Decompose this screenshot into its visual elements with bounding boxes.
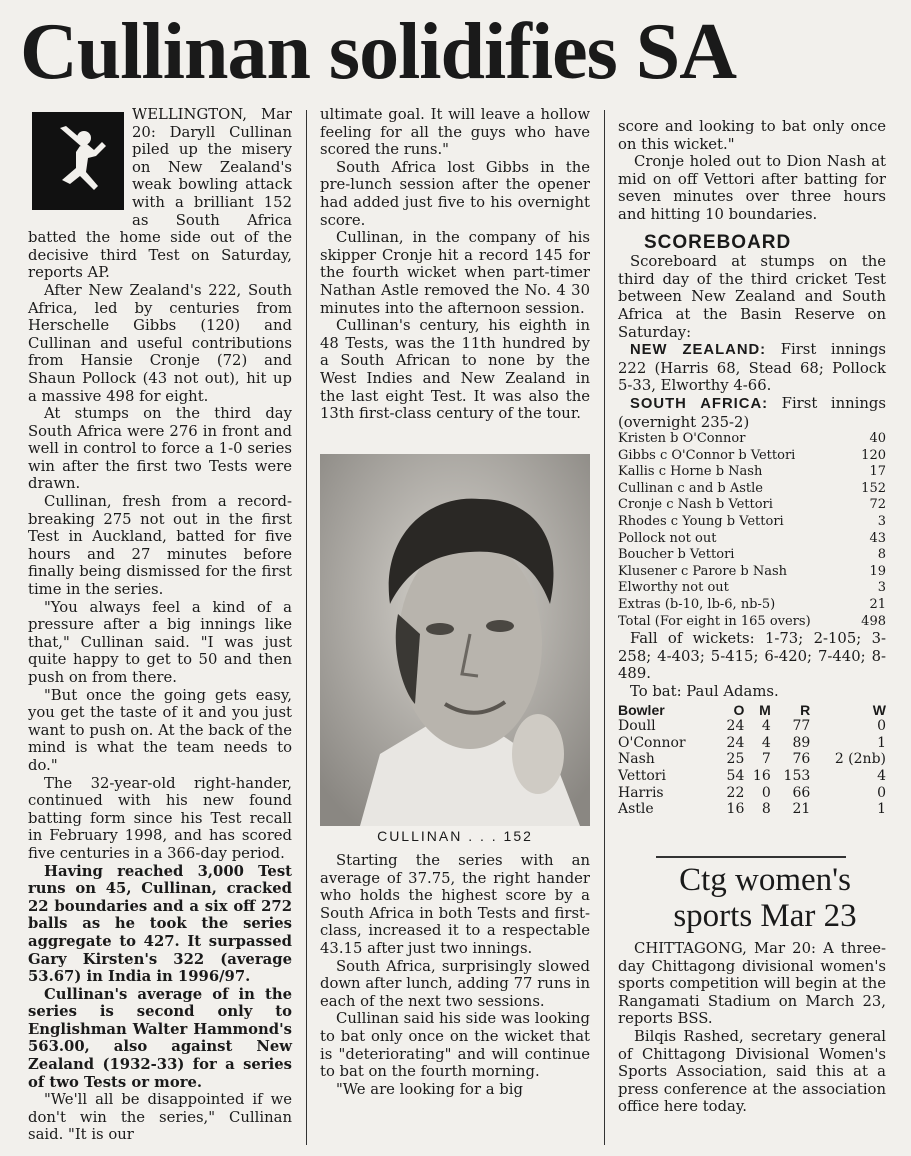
paragraph: Cullinan, in the company of his skipper Cronje hit a record 145 for the fourth wicket when part-timer Nathan Astle removed the No. 4 30 minutes into the afternoon session. xyxy=(320,229,590,317)
bowling-bowler: Doull xyxy=(618,718,656,735)
paragraph: "You always feel a kind of a pressure after a big innings like that," Cullinan said. "I was just quite happy to get to 50 and then push on from there. xyxy=(28,598,292,686)
paragraph: score and looking to bat only once on this wicket." xyxy=(618,118,886,153)
batting-row xyxy=(618,580,886,597)
batsman-name: Kristen b O'Connor xyxy=(618,431,746,447)
bowling-r: 77 xyxy=(792,718,811,735)
bowling-bowler: Harris xyxy=(618,784,664,801)
paragraph: Cullinan's century, his eighth in 48 Tests, was the 11th hundred by a South African to none by the West Indies and New Zealand in the last eight Test. It was also the 13th first-class century of the tour. xyxy=(320,317,590,423)
bowling-header: W xyxy=(872,701,886,718)
batsman-runs: 8 xyxy=(877,547,886,563)
scoreboard-intro: Scoreboard at stumps on the third day of the third cricket Test between New Zealand and South Africa at the Basin Reserve on Saturday: xyxy=(618,253,886,341)
paragraph-bold: Having reached 3,000 Test runs on 45, Cullinan, cracked 22 boundaries and a six off 272 balls as he took the series aggregate to 427. It surpassed Gary Kirsten's 322 (average 53.67) in India in 1996/97. xyxy=(28,862,292,986)
batting-row xyxy=(618,448,886,465)
batsman-runs: 498 xyxy=(861,613,886,629)
paragraph: Cullinan said his side was looking to bat only once on the wicket that is "deteriorating" and will continue to bat on the fourth morning. xyxy=(320,1010,590,1081)
paragraph: "But once the going gets easy, you get the taste of it and you just want to push on. At the back of the mind is what the team needs to do." xyxy=(28,686,292,774)
bowling-row xyxy=(618,785,886,802)
bowling-bowler: Nash xyxy=(618,751,655,768)
section-rule xyxy=(656,856,846,858)
batsman-runs: 40 xyxy=(869,431,886,447)
bowling-w: 2 (2nb) xyxy=(834,751,886,768)
paragraph: South Africa lost Gibbs in the pre-lunch session after the opener had added just five to his overnight score. xyxy=(320,158,590,229)
bowling-header: M xyxy=(759,701,771,718)
paragraph: CHITTAGONG, Mar 20: A three-day Chittagong divisional women's sports competition will begin at the Rangamati Stadium on March 23, reports BSS. xyxy=(618,940,886,1028)
paragraph: South Africa, surprisingly slowed down after lunch, adding 77 runs in each of the next two sessions. xyxy=(320,957,590,1010)
batsman-runs: 3 xyxy=(877,514,886,530)
batting-row xyxy=(618,431,886,448)
bowling-r: 21 xyxy=(792,801,811,818)
batsman-name: Pollock not out xyxy=(618,530,717,546)
paragraph: After New Zealand's 222, South Africa, led by centuries from Herschelle Gibbs (120) and Cullinan and useful contributions from Hansie Cronje (72) and Shaun Pollock (43 not out), hit up a massive 498 for eight. xyxy=(28,281,292,405)
batsman-name: Elworthy not out xyxy=(618,580,729,596)
paragraph: Cronje holed out to Dion Nash at mid on off Vettori after batting for seven minutes over three hours and hitting 10 boundaries. xyxy=(618,153,886,223)
batsman-runs: 17 xyxy=(869,464,886,480)
paragraph: "We are looking for a big xyxy=(336,1080,523,1098)
column-rule xyxy=(306,110,307,1145)
fall-of-wickets: Fall of wickets: 1-73; 2-105; 3-258; 4-403; 5-415; 6-420; 7-440; 8-489. xyxy=(618,630,886,683)
paragraph: Bilqis Rashed, secretary general of Chittagong Divisional Women's Sports Association, said this at a press conference at the association office here today. xyxy=(618,1027,886,1116)
batsman-name: Cronje c Nash b Vettori xyxy=(618,497,773,513)
batting-row xyxy=(618,614,886,631)
bowling-bowler: Vettori xyxy=(618,767,666,784)
article-column-3 xyxy=(618,118,886,818)
column-rule xyxy=(604,110,605,1145)
bowling-bowler: Astle xyxy=(618,801,654,818)
dateline: WELLINGTON, xyxy=(132,106,247,123)
batting-row xyxy=(618,597,886,614)
bowling-o: 54 xyxy=(726,767,745,784)
sa-innings: SOUTH AFRICA: First innings (overnight 235-2) xyxy=(618,394,886,431)
paragraph: "We'll all be disappointed if we don't win the series," Cullinan said. "It is our xyxy=(28,1091,292,1144)
bowling-o: 24 xyxy=(726,734,745,751)
bowling-w: 1 xyxy=(877,801,886,818)
ctg-article xyxy=(618,940,886,1116)
paragraph: Starting the series with an average of 37.75, the right hander who holds the highest score by a South Africa in both Tests and first-class, increased it to a respectable 43.15 after just two innings. xyxy=(320,852,590,957)
headline: Cullinan solidifies SA xyxy=(20,8,737,96)
batsman-runs: 72 xyxy=(869,497,886,513)
paragraph-bold: Cullinan's average of in the series is second only to Englishman Walter Hammond's 563.00, also against New Zealand (1932-33) for a series of two Tests or more. xyxy=(28,985,292,1091)
article-column-1 xyxy=(28,106,292,1144)
to-bat: To bat: Paul Adams. xyxy=(630,683,779,700)
batting-row xyxy=(618,547,886,564)
bowling-w: 0 xyxy=(877,784,886,801)
batting-row xyxy=(618,514,886,531)
bowling-table xyxy=(618,702,886,818)
batsman-runs: 43 xyxy=(869,530,886,546)
scoreboard xyxy=(618,253,886,818)
article-column-2-continued xyxy=(320,852,590,1098)
batting-row xyxy=(618,564,886,581)
article-column-2 xyxy=(320,106,590,423)
bowling-o: 16 xyxy=(726,801,745,818)
batsman-name: Klusener c Parore b Nash xyxy=(618,563,788,579)
batsman-runs: 152 xyxy=(861,480,886,496)
batsman-name: Total (For eight in 165 overs) xyxy=(618,613,811,629)
batting-table xyxy=(618,431,886,630)
bowling-m: 0 xyxy=(761,784,771,801)
batsman-name: Boucher b Vettori xyxy=(618,547,735,563)
ctg-headline: Ctg women's sports Mar 23 xyxy=(673,862,857,934)
bowling-header: O xyxy=(733,701,745,718)
bowling-r: 153 xyxy=(783,767,811,784)
batsman-runs: 19 xyxy=(869,563,886,579)
bowling-row xyxy=(618,801,886,818)
bowling-r: 89 xyxy=(792,734,811,751)
batsman-runs: 21 xyxy=(869,597,886,613)
paragraph: ultimate goal. It will leave a hollow feeling for all the guys who have scored the runs." xyxy=(320,106,590,159)
batsman-name: Kallis c Horne b Nash xyxy=(618,464,763,480)
batsman-name: Gibbs c O'Connor b Vettori xyxy=(618,447,796,463)
bowling-w: 0 xyxy=(877,718,886,735)
batsman-icon xyxy=(40,120,116,202)
bowling-m: 8 xyxy=(761,801,771,818)
bowling-o: 24 xyxy=(726,718,745,735)
bowling-row xyxy=(618,718,886,735)
cullinan-photo xyxy=(320,454,590,826)
bowling-row xyxy=(618,735,886,752)
bowling-m: 4 xyxy=(761,718,771,735)
paragraph: At stumps on the third day South Africa were 276 in front and well in control to force a 1-0 series win after the first two Tests were drawn. xyxy=(28,405,292,493)
bowling-w: 4 xyxy=(877,767,886,784)
bowling-m: 4 xyxy=(761,734,771,751)
sports-logo xyxy=(32,112,124,210)
nz-innings: NEW ZEALAND: First innings 222 (Harris 68, Stead 68; Pollock 5-33, Elworthy 4-66. xyxy=(618,341,887,395)
bowling-r: 66 xyxy=(792,784,811,801)
paragraph: The 32-year-old right-hander, continued with his new found batting form since his Test recall in February 1998, and has scored five centuries in a 366-day period. xyxy=(28,774,292,862)
batsman-runs: 3 xyxy=(877,580,886,596)
batting-row xyxy=(618,481,886,498)
bowling-header: R xyxy=(800,701,811,718)
photo-caption: CULLINAN . . . 152 xyxy=(377,828,533,844)
batsman-name: Rhodes c Young b Vettori xyxy=(618,514,784,530)
bowling-o: 22 xyxy=(726,784,745,801)
scoreboard-title: SCOREBOARD xyxy=(644,231,792,253)
paragraph: Mar 20: Daryll Cullinan piled up the misery on New Zealand's weak bowling attack with a brilliant 152 as South Africa batted the home side out of the decisive third Test on Saturday, reports AP. xyxy=(28,106,292,282)
bowling-row xyxy=(618,751,886,768)
bowling-row xyxy=(618,768,886,785)
batting-row xyxy=(618,497,886,514)
bowling-w: 1 xyxy=(877,734,886,751)
batting-row xyxy=(618,531,886,548)
batting-row xyxy=(618,464,886,481)
batsman-name: Cullinan c and b Astle xyxy=(618,480,763,496)
bowling-m: 7 xyxy=(761,751,771,768)
batsman-runs: 120 xyxy=(861,447,886,463)
bowling-header: Bowler xyxy=(618,701,665,718)
bowling-m: 16 xyxy=(752,767,771,784)
bowling-r: 76 xyxy=(792,751,811,768)
bowling-bowler: O'Connor xyxy=(618,734,686,751)
paragraph: Cullinan, fresh from a record-breaking 275 not out in the first Test in Auckland, batted for five hours and 27 minutes before finally being dismissed for the first time in the series. xyxy=(28,493,292,599)
bowling-o: 25 xyxy=(726,751,745,768)
batsman-name: Extras (b-10, lb-6, nb-5) xyxy=(618,597,776,613)
